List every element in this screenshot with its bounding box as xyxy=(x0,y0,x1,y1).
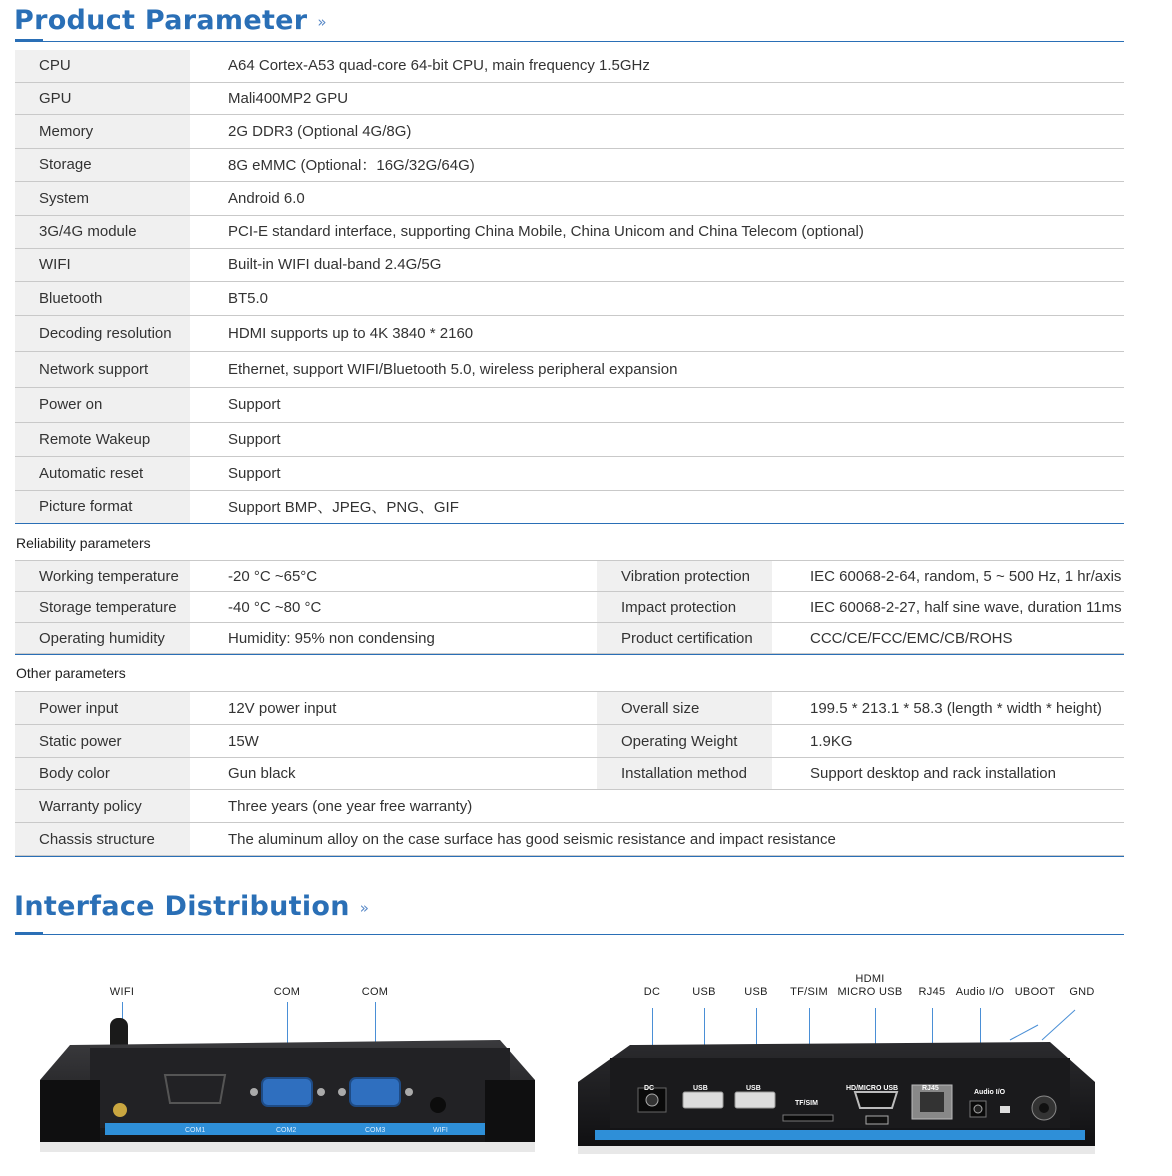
product-parameter-title-text: Product Parameter xyxy=(14,5,308,36)
spec-value: Mali400MP2 GPU xyxy=(190,82,1124,114)
spec-row xyxy=(15,351,1124,387)
spec-value: IEC 60068-2-64, random, 5 ~ 500 Hz, 1 hr/axis xyxy=(772,561,1124,592)
spec-row xyxy=(15,248,1124,281)
spec-value: Ethernet, support WIFI/Bluetooth 5.0, wireless peripheral expansion xyxy=(190,351,1124,387)
callout-com: COM xyxy=(361,986,389,998)
spec-label: Picture format xyxy=(15,490,190,523)
spec-label: Warranty policy xyxy=(15,790,190,823)
spec-row xyxy=(15,592,1124,623)
interface-distribution-title-text: Interface Distribution xyxy=(14,891,350,922)
spec-label: Remote Wakeup xyxy=(15,422,190,456)
device-back-right-diagram xyxy=(570,970,1110,1170)
spec-row xyxy=(15,623,1124,654)
spec-value: Three years (one year free warranty) xyxy=(190,790,1124,823)
spec-row xyxy=(15,315,1124,351)
spec-value: -20 °C ~65°C xyxy=(190,561,597,592)
spec-row xyxy=(15,725,1124,758)
spec-label: Overall size xyxy=(597,692,772,725)
panel-label-hdmi: HD/MICRO USB xyxy=(846,1085,899,1092)
strip-label-com3: COM3 xyxy=(365,1127,386,1134)
spec-label: Network support xyxy=(15,351,190,387)
panel-label-dc: DC xyxy=(644,1085,655,1092)
callout-gnd: GND xyxy=(1069,986,1095,998)
callout-hdmi: HDMI xyxy=(855,973,885,985)
strip-label-com1: COM1 xyxy=(185,1127,206,1134)
spec-value: 8G eMMC (Optional：16G/32G/64G) xyxy=(190,148,1124,181)
interface-distribution-title xyxy=(14,891,369,922)
table-bottom-rule xyxy=(15,856,1124,857)
spec-value: BT5.0 xyxy=(190,281,1124,315)
spec-row xyxy=(15,82,1124,114)
product-parameter-title xyxy=(14,5,327,36)
section-divider xyxy=(15,934,1124,935)
spec-value: A64 Cortex-A53 quad-core 64-bit CPU, main frequency 1.5GHz xyxy=(190,50,1124,82)
section-divider xyxy=(15,41,1124,42)
spec-row xyxy=(15,456,1124,490)
callout-dc: DC xyxy=(643,986,661,998)
spec-label: System xyxy=(15,181,190,215)
spec-value: Gun black xyxy=(190,758,597,790)
double-chevron-icon: » xyxy=(317,12,327,31)
spec-label: Decoding resolution xyxy=(15,315,190,351)
spec-label: Power input xyxy=(15,692,190,725)
spec-value: -40 °C ~80 °C xyxy=(190,592,597,623)
spec-value: CCC/CE/FCC/EMC/CB/ROHS xyxy=(772,623,1124,654)
spec-row xyxy=(15,387,1124,422)
spec-label: Working temperature xyxy=(15,561,190,592)
section-divider-accent xyxy=(15,932,43,935)
panel-label-usb: USB xyxy=(746,1085,761,1092)
callout-audio-io: Audio I/O xyxy=(955,986,1005,998)
spec-row xyxy=(15,281,1124,315)
spec-label: Vibration protection xyxy=(597,561,772,592)
panel-label-usb: USB xyxy=(693,1085,708,1092)
spec-label: Installation method xyxy=(597,758,772,790)
device-back-left-diagram xyxy=(30,970,550,1170)
spec-row xyxy=(15,561,1124,592)
spec-label: Operating humidity xyxy=(15,623,190,654)
panel-label-tf-sim: TF/SIM xyxy=(795,1100,818,1107)
spec-label: Automatic reset xyxy=(15,456,190,490)
spec-row xyxy=(15,148,1124,181)
callout-usb: USB xyxy=(692,986,716,998)
spec-table-other xyxy=(15,691,1124,856)
spec-value: Built-in WIFI dual-band 2.4G/5G xyxy=(190,248,1124,281)
spec-label: Storage temperature xyxy=(15,592,190,623)
spec-value: 2G DDR3 (Optional 4G/8G) xyxy=(190,114,1124,148)
callout-micro-usb: MICRO USB xyxy=(837,986,903,998)
spec-label: Product certification xyxy=(597,623,772,654)
spec-value: 12V power input xyxy=(190,692,597,725)
spec-value: 1.9KG xyxy=(772,725,1124,758)
right-device-illustration xyxy=(570,970,1110,1170)
spec-value: 15W xyxy=(190,725,597,758)
spec-label: Memory xyxy=(15,114,190,148)
callout-com: COM xyxy=(273,986,301,998)
spec-label: Operating Weight xyxy=(597,725,772,758)
spec-label: GPU xyxy=(15,82,190,114)
spec-label: 3G/4G module xyxy=(15,215,190,248)
table-bottom-rule xyxy=(15,523,1124,524)
spec-table-reliability xyxy=(15,560,1124,654)
spec-label: Storage xyxy=(15,148,190,181)
spec-value: Humidity: 95% non condensing xyxy=(190,623,597,654)
callout-uboot: UBOOT xyxy=(1014,986,1056,998)
spec-label: Bluetooth xyxy=(15,281,190,315)
callout-tf-sim: TF/SIM xyxy=(790,986,828,998)
section-divider-accent xyxy=(15,39,43,42)
spec-row xyxy=(15,790,1124,823)
spec-label: WIFI xyxy=(15,248,190,281)
other-heading: Other parameters xyxy=(16,665,126,681)
spec-row xyxy=(15,823,1124,856)
spec-row xyxy=(15,50,1124,82)
spec-table-main xyxy=(15,50,1124,524)
panel-label-audio: Audio I/O xyxy=(974,1089,1006,1096)
callout-wifi: WIFI xyxy=(109,986,135,998)
spec-value: Android 6.0 xyxy=(190,181,1124,215)
panel-label-rj45: RJ45 xyxy=(922,1085,939,1092)
spec-label: Impact protection xyxy=(597,592,772,623)
spec-value: 199.5 * 213.1 * 58.3 (length * width * height) xyxy=(772,692,1124,725)
spec-row xyxy=(15,490,1124,523)
spec-row xyxy=(15,692,1124,725)
spec-value: Support xyxy=(190,422,1124,456)
callout-usb: USB xyxy=(744,986,768,998)
table-bottom-rule xyxy=(15,654,1124,655)
spec-label: Chassis structure xyxy=(15,823,190,856)
spec-value: HDMI supports up to 4K 3840 * 2160 xyxy=(190,315,1124,351)
strip-label-wifi: WIFI xyxy=(433,1127,448,1134)
spec-label: Body color xyxy=(15,758,190,790)
spec-row xyxy=(15,181,1124,215)
spec-value: Support desktop and rack installation xyxy=(772,758,1124,790)
spec-value: The aluminum alloy on the case surface has good seismic resistance and impact resistance xyxy=(190,823,1124,856)
callout-rj45: RJ45 xyxy=(918,986,946,998)
spec-row xyxy=(15,758,1124,790)
spec-row xyxy=(15,114,1124,148)
spec-value: Support BMP、JPEG、PNG、GIF xyxy=(190,490,1124,523)
double-chevron-icon: » xyxy=(359,898,370,917)
spec-label: CPU xyxy=(15,50,190,82)
spec-value: Support xyxy=(190,456,1124,490)
strip-label-com2: COM2 xyxy=(276,1127,297,1134)
spec-value: PCI-E standard interface, supporting China Mobile, China Unicom and China Telecom (optional) xyxy=(190,215,1124,248)
left-device-illustration xyxy=(30,970,550,1170)
spec-value: Support xyxy=(190,387,1124,422)
reliability-heading: Reliability parameters xyxy=(16,535,151,551)
spec-label: Power on xyxy=(15,387,190,422)
spec-row xyxy=(15,422,1124,456)
spec-label: Static power xyxy=(15,725,190,758)
spec-row xyxy=(15,215,1124,248)
spec-value: IEC 60068-2-27, half sine wave, duration 11ms xyxy=(772,592,1124,623)
